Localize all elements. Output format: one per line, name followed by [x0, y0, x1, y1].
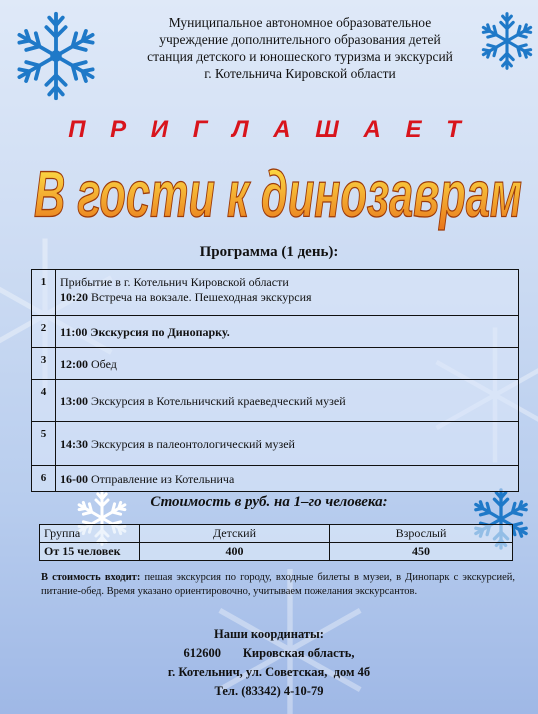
table-cell: От 15 человек: [40, 543, 140, 561]
table-row: [32, 270, 519, 316]
table-row: [32, 422, 519, 466]
invites-heading: П Р И Г Л А Ш А Е Т: [68, 116, 470, 143]
schedule-time: 12:00: [60, 357, 88, 371]
table-header-row: [40, 525, 513, 543]
includes-label: В стоимость входит:: [41, 572, 141, 583]
schedule-item: [56, 270, 519, 316]
schedule-text: Встреча на вокзале. Пешеходная экскурсия: [88, 290, 312, 304]
schedule-table: [31, 269, 519, 492]
schedule-time: 11:00: [60, 325, 88, 339]
table-row: [32, 348, 519, 380]
row-number: 6: [32, 466, 56, 492]
schedule-time: 16-00: [60, 472, 88, 486]
headline: [28, 136, 528, 246]
table-row: [40, 543, 513, 561]
includes-text: пешая экскурсия по городу, входные билеты в музеи, в Динопарк с экскурсией, питание-обед. Время указано ориентировочно, учитываем пожелания экскурсантов.: [41, 572, 515, 597]
program-title: Программа (1 день):: [199, 244, 339, 260]
schedule-text: Отправление из Котельнича: [88, 472, 235, 486]
contacts-line: Тел. (83342) 4-10-79: [214, 684, 324, 698]
column-header: Детский: [140, 525, 330, 543]
row-number: 1: [32, 270, 56, 316]
schedule-text: Экскурсия в палеонтологический музей: [88, 437, 295, 451]
contacts-title: Наши координаты:: [214, 627, 324, 641]
table-cell: 400: [140, 543, 330, 561]
schedule-item: [56, 380, 519, 422]
column-header: Взрослый: [330, 525, 513, 543]
row-number: 2: [32, 316, 56, 348]
schedule-text: Экскурсия в Котельничский краеведческий музей: [88, 394, 346, 408]
row-number: 3: [32, 348, 56, 380]
column-header: Группа: [40, 525, 140, 543]
schedule-text: Прибытие в г. Котельнич Кировской области: [60, 275, 289, 289]
organization-line: учреждение дополнительного образования детей: [159, 32, 441, 47]
schedule-time: 10:20: [60, 290, 88, 304]
schedule-item: [56, 422, 519, 466]
price-table: [39, 524, 513, 561]
headline-text: В гости к динозаврам: [33, 158, 522, 232]
table-row: [32, 316, 519, 348]
schedule-text: Экскурсия по Динопарку.: [87, 325, 230, 339]
contacts-block: [0, 625, 538, 701]
row-number: 5: [32, 422, 56, 466]
snowflake-icon: [8, 8, 104, 104]
row-number: 4: [32, 380, 56, 422]
contacts-line: г. Котельнич, ул. Советская, дом 4б: [167, 665, 371, 679]
schedule-item: [56, 348, 519, 380]
schedule-item: [56, 466, 519, 492]
table-row: [32, 380, 519, 422]
table-cell: 450: [330, 543, 513, 561]
organization-name: [100, 14, 500, 82]
organization-line: станция детского и юношеского туризма и экскурсий: [147, 49, 453, 64]
organization-line: Муниципальное автономное образовательное: [168, 15, 432, 30]
schedule-text: Обед: [88, 357, 117, 371]
organization-line: г. Котельнича Кировской области: [204, 66, 396, 81]
cost-title: Стоимость в руб. на 1–го человека:: [150, 494, 388, 510]
schedule-time: 14:30: [60, 437, 88, 451]
schedule-item: [56, 316, 519, 348]
schedule-time: 13:00: [60, 394, 88, 408]
includes-note: [41, 571, 515, 598]
table-row: [32, 466, 519, 492]
contacts-line: 612600 Кировская область,: [183, 646, 355, 660]
